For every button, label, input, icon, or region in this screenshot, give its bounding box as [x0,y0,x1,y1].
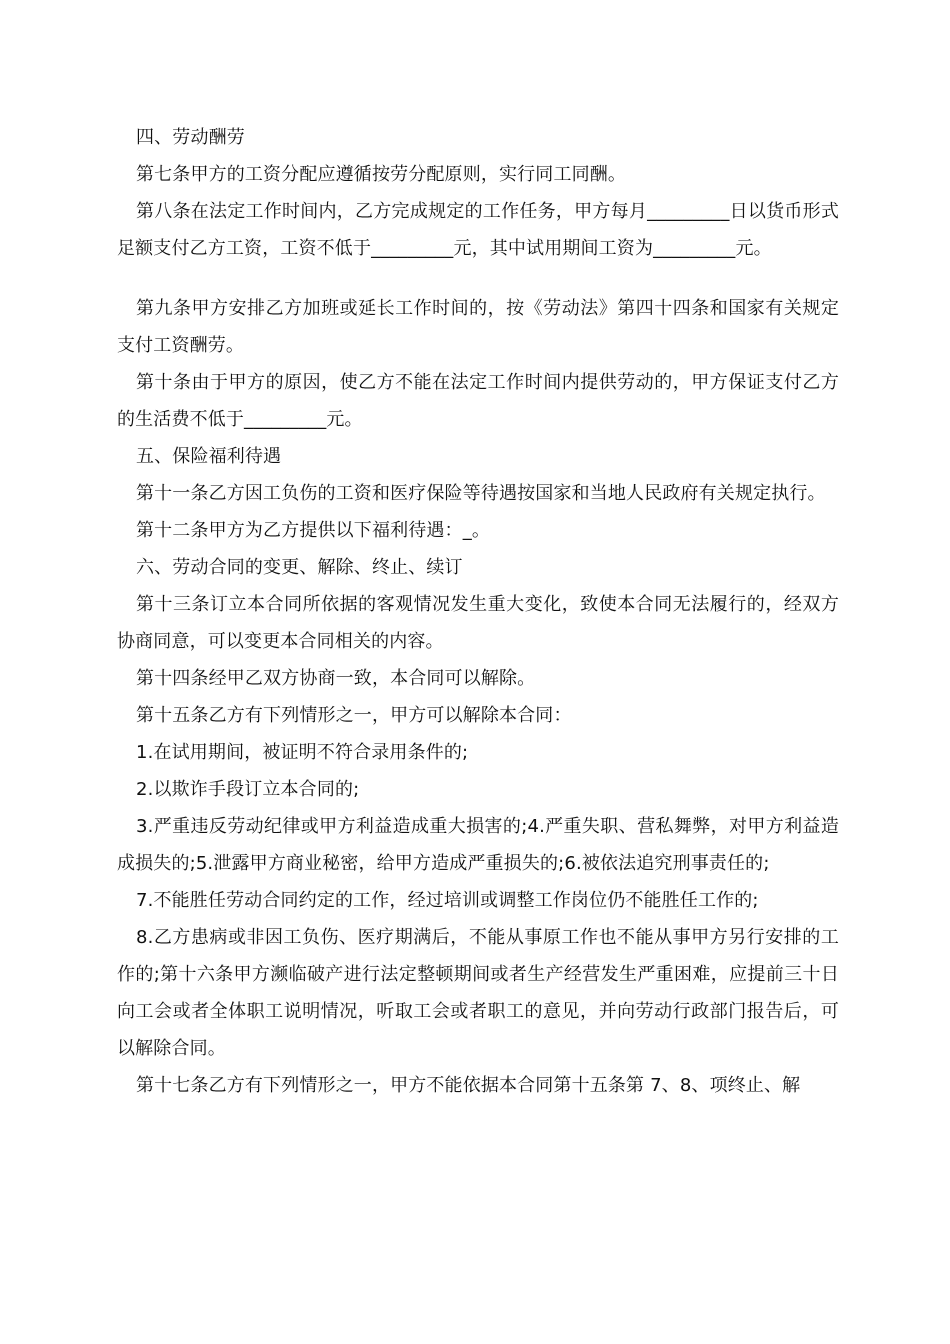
article-15: 第十五条乙方有下列情形之一，甲方可以解除本合同： [136,705,572,726]
article-11: 第十一条乙方因工负伤的工资和医疗保险等待遇按国家和当地人民政府有关规定执行。 [136,483,826,504]
article-8: 第八条在法定工作时间内，乙方完成规定的工作任务，甲方每月_________日以货币形式足额支付乙方工资，工资不低于_________元，其中试用期间工资为_________元。 [117,201,839,259]
article-14: 第十四条经甲乙双方协商一致，本合同可以解除。 [136,668,536,689]
article-15-item-1: 1.在试用期间，被证明不符合录用条件的; [136,742,469,763]
article-9: 第九条甲方安排乙方加班或延长工作时间的，按《劳动法》第四十四条和国家有关规定支付工资酬劳。 [117,298,839,356]
document-page [117,119,839,1104]
article-15-items-3-6: 3.严重违反劳动纪律或甲方利益造成重大损害的;4.严重失职、营私舞弊，对甲方利益造成损失的;5.泄露甲方商业秘密，给甲方造成严重损失的;6.被依法追究刑事责任的; [117,816,839,874]
section-heading-insurance-welfare: 五、保险福利待遇 [136,446,282,467]
article-13: 第十三条订立本合同所依据的客观情况发生重大变化，致使本合同无法履行的，经双方协商同意，可以变更本合同相关的内容。 [117,594,839,652]
article-12: 第十二条甲方为乙方提供以下福利待遇：_。 [136,520,490,541]
paragraph-gap [117,267,839,290]
article-17: 第十七条乙方有下列情形之一，甲方不能依据本合同第十五条第 7、8、项终止、解 [136,1075,801,1096]
article-7: 第七条甲方的工资分配应遵循按劳分配原则，实行同工同酬。 [136,164,627,185]
article-15-item-7: 7.不能胜任劳动合同约定的工作，经过培训或调整工作岗位仍不能胜任工作的; [136,890,759,911]
section-heading-contract-changes: 六、劳动合同的变更、解除、终止、续订 [136,557,463,578]
article-15-item-8-and-article-16: 8.乙方患病或非因工负伤、医疗期满后，不能从事原工作也不能从事甲方另行安排的工作的;第十六条甲方濒临破产进行法定整顿期间或者生产经营发生严重困难，应提前三十日向工会或者全体职工说明情况，听取工会或者职工的意见，并向劳动行政部门报告后，可以解除合同。 [117,927,839,1059]
section-heading-remuneration: 四、劳动酬劳 [136,127,245,148]
article-15-item-2: 2.以欺诈手段订立本合同的; [136,779,360,800]
article-10: 第十条由于甲方的原因，使乙方不能在法定工作时间内提供劳动的，甲方保证支付乙方的生活费不低于_________元。 [117,372,839,430]
